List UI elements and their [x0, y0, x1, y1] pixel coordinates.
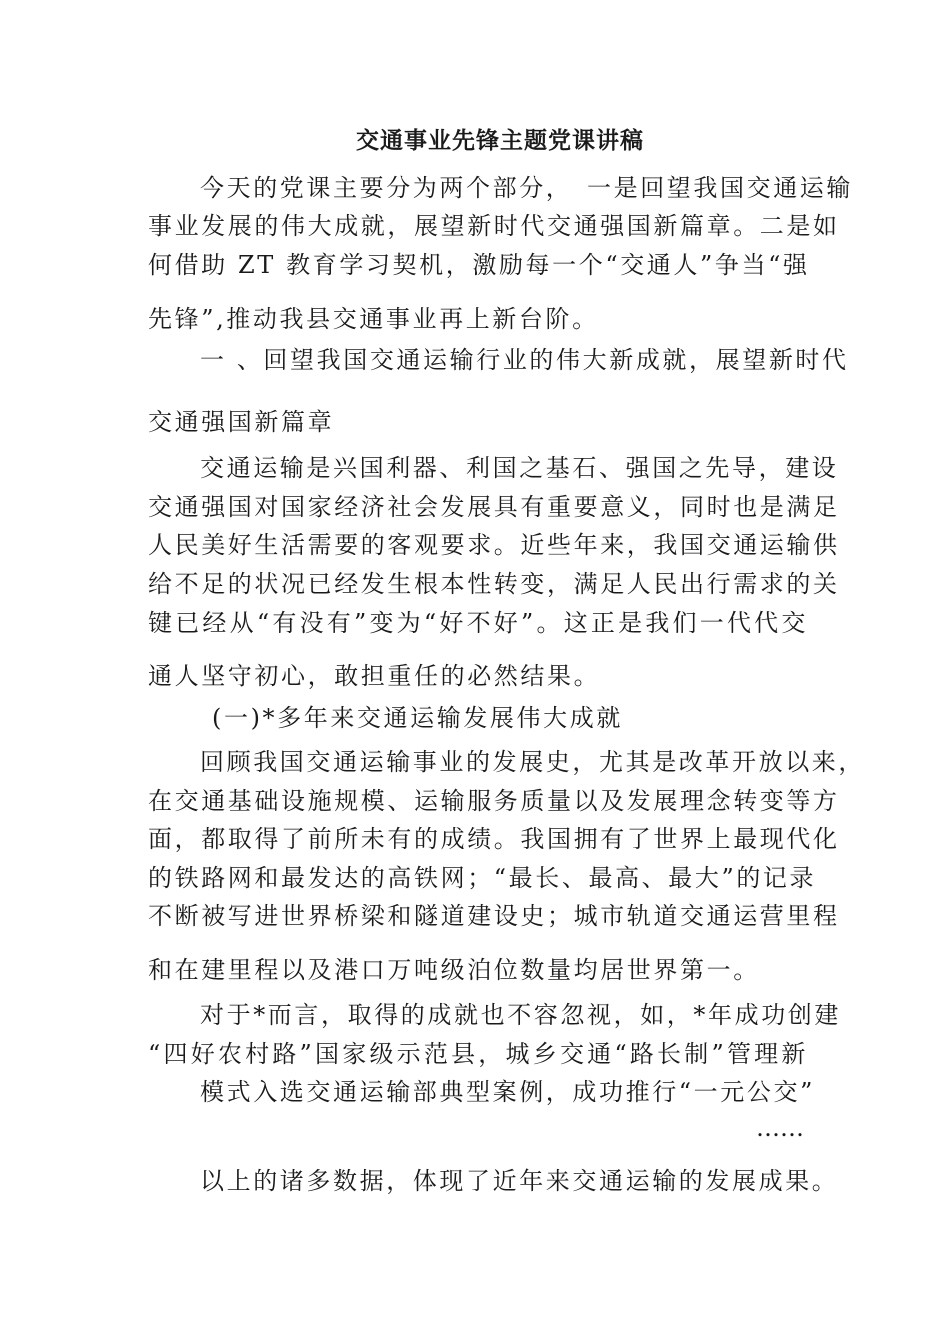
paragraph-line: 和在建里程以及港口万吨级泊位数量均居世界第一。 [148, 956, 760, 984]
section-heading-line: 交通强国新篇章 [148, 408, 335, 436]
paragraph-line: 不断被写进世界桥梁和隧道建设史；城市轨道交通运营里程 [148, 902, 840, 930]
paragraph-line: 何借助 ZT 教育学习契机，激励每一个“交通人”争当“强 [148, 251, 810, 279]
paragraph-line: 以上的诸多数据，体现了近年来交通运输的发展成果。 [200, 1167, 839, 1195]
paragraph-line: 交通运输是兴国利器、利国之基石、强国之先导，建设 [200, 454, 839, 482]
paragraph-line: 通人坚守初心，敢担重任的必然结果。 [148, 662, 601, 690]
paragraph-line: 的铁路网和最发达的高铁网；“最长、最高、最大”的记录 [148, 864, 817, 892]
paragraph-line: 对于*而言，取得的成就也不容忽视，如，*年成功创建 [200, 1001, 841, 1029]
paragraph-line: 模式入选交通运输部典型案例，成功推行“一元公交” [200, 1078, 815, 1106]
paragraph-line: 今天的党课主要分为两个部分， 一是回望我国交通运输 [200, 174, 853, 202]
paragraph-line: 人民美好生活需要的客观要求。近些年来，我国交通运输供 [148, 531, 840, 559]
paragraph-line: 面，都取得了前所未有的成绩。我国拥有了世界上最现代化 [148, 825, 840, 853]
paragraph-line: 在交通基础设施规模、运输服务质量以及发展理念转变等方 [148, 787, 840, 815]
ellipsis-line: …… [756, 1114, 804, 1142]
section-heading-line: 一 、回望我国交通运输行业的伟大新成就，展望新时代 [200, 346, 849, 374]
paragraph-line: 先锋”,推动我县交通事业再上新台阶。 [148, 305, 599, 333]
paragraph-line: 事业发展的伟大成就，展望新时代交通强国新篇章。二是如 [148, 212, 840, 240]
paragraph-line: 给不足的状况已经发生根本性转变，满足人民出行需求的关 [148, 570, 840, 598]
paragraph-line: “四好农村路”国家级示范县，城乡交通“路长制”管理新 [148, 1040, 808, 1068]
paragraph-line: 回顾我国交通运输事业的发展史，尤其是改革开放以来， [200, 748, 865, 776]
paragraph-line: 键已经从“有没有”变为“好不好”。这正是我们一代代交 [148, 609, 808, 637]
paragraph-line: 交通强国对国家经济社会发展具有重要意义，同时也是满足 [148, 493, 840, 521]
document-title: 交通事业先锋主题党课讲稿 [356, 127, 644, 154]
subsection-heading-line: (一)*多年来交通运输发展伟大成就 [212, 704, 623, 732]
